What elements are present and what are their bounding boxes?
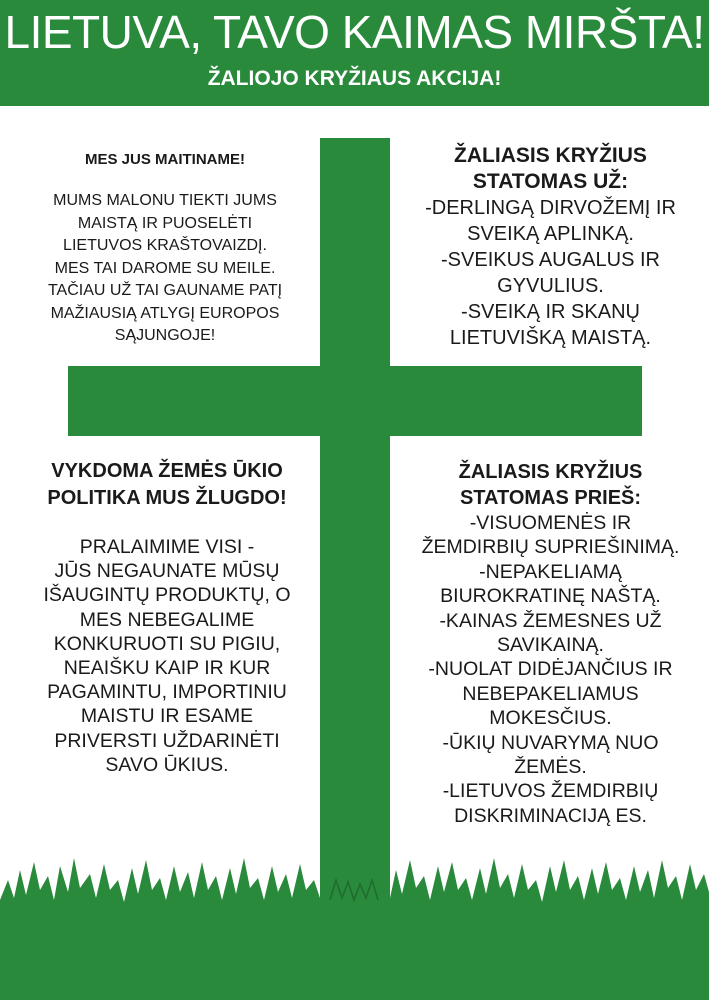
text-line: -SVEIKUS AUGALUS IR (441, 249, 660, 271)
text-line: -LIETUVOS ŽEMDIRBIŲ (442, 780, 659, 803)
text-line: MAISTU IR ESAME (80, 705, 254, 728)
text-line: ŽALIASIS KRYŽIUS (454, 144, 647, 167)
text-line: DISKRIMINACIJĄ ES. (454, 804, 647, 827)
text-line: -NEPAKELIAMĄ (479, 560, 622, 583)
block-body (14, 535, 320, 777)
text-line: MUMS MALONU TIEKTI JUMS (53, 192, 277, 209)
text-line: -SVEIKĄ IR SKANŲ (461, 301, 640, 323)
text-block-policy (14, 458, 320, 777)
text-line: ŽALIASIS KRYŽIUS (458, 461, 643, 483)
cross-horizontal-beam (68, 366, 642, 436)
text-line: PRIVERSTI UŽDARINĖTI (54, 729, 280, 752)
text-line: VYKDOMA ŽEMĖS ŪKIO (51, 460, 283, 482)
text-line: BIUROKRATINĘ NAŠTĄ. (440, 585, 661, 608)
block-body (398, 511, 703, 828)
text-line: STATOMAS UŽ: (472, 170, 629, 193)
text-line: PAGAMINTU, IMPORTINIU (47, 681, 287, 704)
text-line: NEAIŠKU KAIP IR KUR (63, 657, 271, 680)
text-line: SĄJUNGOJE! (114, 327, 216, 344)
cross-vertical-beam (320, 138, 390, 918)
text-line: -NUOLAT DIDĖJANČIUS IR (428, 658, 673, 681)
text-line: MES TAI DAROME SU MEILE. (54, 259, 276, 277)
text-line: PRALAIMIME VISI - (79, 536, 255, 558)
text-line: MES NEBEGALIME (79, 608, 255, 631)
block-body (398, 195, 703, 351)
text-line: -DERLINGĄ DIRVOŽEMĮ IR (425, 197, 676, 219)
text-line: MAISTĄ IR PUOSELĖTI (77, 214, 253, 232)
text-line: NEBEPAKELIAMUS (462, 682, 639, 705)
text-line: GYVULIUS. (497, 275, 604, 297)
text-line: KONKURUOTI SU PIGIU, (53, 632, 281, 655)
text-line: -VISUOMENĖS IR (469, 512, 632, 534)
text-line: POLITIKA MUS ŽLUGDO! (47, 487, 287, 509)
grass-base (0, 858, 709, 1000)
grass-signature (330, 880, 378, 900)
block-heading: MES JUS MAITINAME! (84, 151, 245, 168)
text-line: SAVIKAINĄ. (497, 634, 604, 657)
text-line: SVEIKĄ APLINKĄ. (467, 223, 634, 245)
block-heading (398, 143, 703, 195)
text-line: LIETUVIŠKĄ MAISTĄ. (449, 327, 652, 349)
text-line: TAČIAU UŽ TAI GAUNAME PATĮ (47, 282, 283, 299)
poster-subtitle: ŽALIOJO KRYŽIAUS AKCIJA! (207, 67, 502, 90)
text-block-we-feed-you (20, 150, 310, 348)
text-block-cross-against (398, 459, 703, 828)
block-body (20, 190, 310, 348)
text-line: LIETUVOS KRAŠTOVAIZDĮ. (63, 237, 267, 254)
text-line: -KAINAS ŽEMESNES UŽ (439, 609, 662, 632)
text-line: MAŽIAUSIĄ ATLYGĮ EUROPOS (50, 304, 280, 322)
text-line: ŽEMDIRBIŲ SUPRIEŠINIMĄ. (421, 536, 680, 559)
text-line: JŪS NEGAUNATE MŪSŲ (54, 560, 280, 583)
text-line: IŠAUGINTŲ PRODUKTŲ, O (43, 584, 291, 607)
text-line: STATOMAS PRIEŠ: (459, 487, 642, 509)
text-block-cross-for (398, 143, 703, 351)
text-line: MOKESČIUS. (489, 707, 612, 730)
grass-illustration (0, 840, 709, 1000)
block-heading (14, 458, 320, 512)
text-line: -ŪKIŲ NUVARYMĄ NUO (442, 731, 659, 754)
text-line: SAVO ŪKIUS. (105, 753, 229, 776)
poster-title: LIETUVA, TAVO KAIMAS MIRŠTA! (4, 6, 705, 58)
text-line: ŽEMĖS. (514, 756, 587, 779)
header-banner (0, 0, 709, 106)
block-heading (398, 459, 703, 511)
